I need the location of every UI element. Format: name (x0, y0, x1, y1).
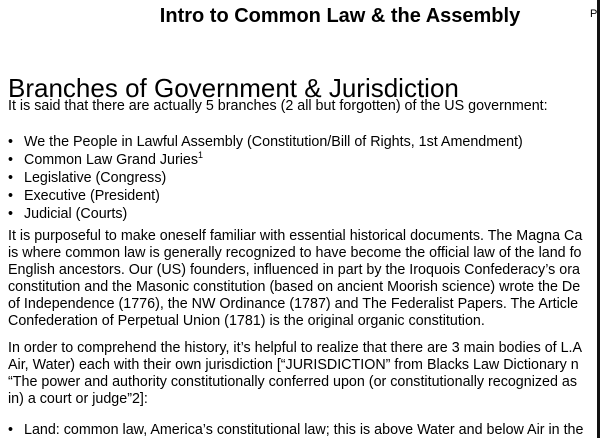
branches-list (8, 133, 523, 223)
list-item (8, 133, 523, 151)
paragraph-line: In order to comprehend the history, it’s helpful to realize that there are 3 main bodies of L.A (8, 340, 583, 356)
branch-text: Executive (President) (24, 188, 160, 204)
bullet-icon: • (8, 170, 14, 186)
paragraph-line: Air, Water) each with their own jurisdiction [“JURISDICTION” from Blacks Law Dictionary n (8, 357, 579, 373)
bullet-icon: • (8, 134, 14, 150)
paragraph-line: of Independence (1776), the NW Ordinance (1787) and The Federalist Papers. The Article (8, 296, 579, 312)
footnote-ref[interactable]: 1 (198, 150, 204, 161)
jurisdiction-paragraph (8, 340, 582, 408)
paragraph-line: Confederation of Perpetual Union (1781) is the original organic constitution. (8, 313, 485, 329)
list-item (8, 169, 523, 187)
paragraph-line: is where common law is generally recognized to have become the official law of the land fo (8, 245, 582, 261)
page-header-page-label: P (590, 8, 598, 20)
bullet-icon: • (8, 206, 14, 222)
bullet-icon: • (8, 422, 14, 438)
branch-text: Legislative (Congress) (24, 170, 167, 186)
list-item (8, 205, 523, 223)
body-text: Land: common law, America’s constitutional law; this is above Water and below Air in the (24, 422, 584, 438)
paragraph-line: English ancestors. Our (US) founders, influenced in part by the Iroquois Confederacy’s ora (8, 262, 580, 278)
intro-paragraph: It is said that there are actually 5 branches (2 all but forgotten) of the US government: (8, 98, 548, 114)
bodies-list (8, 421, 583, 438)
paragraph-line: constitution and the Masonic constitution (based on ancient Moorish science) wrote the De (8, 279, 581, 295)
bullet-icon: • (8, 152, 14, 168)
section-heading: Branches of Government & Jurisdiction (8, 73, 459, 104)
documents-paragraph (8, 228, 582, 330)
branch-text: Common Law Grand Juries (24, 152, 199, 168)
list-item (8, 421, 583, 438)
branch-text: Judicial (Courts) (24, 206, 128, 222)
paragraph-line: “The power and authority constitutionally conferred upon (or constitutionally recognized as (8, 374, 578, 390)
branch-text: We the People in Lawful Assembly (Constitution/Bill of Rights, 1st Amendment) (24, 134, 523, 150)
list-item (8, 187, 523, 205)
paragraph-line: in) a court or judge”2]: (8, 391, 148, 407)
list-item (8, 151, 523, 169)
page-header-title: Intro to Common Law & the Assembly (159, 5, 521, 27)
bullet-icon: • (8, 188, 14, 204)
paragraph-line: It is purposeful to make oneself familiar with essential historical documents. The Magna Ca (8, 228, 583, 244)
